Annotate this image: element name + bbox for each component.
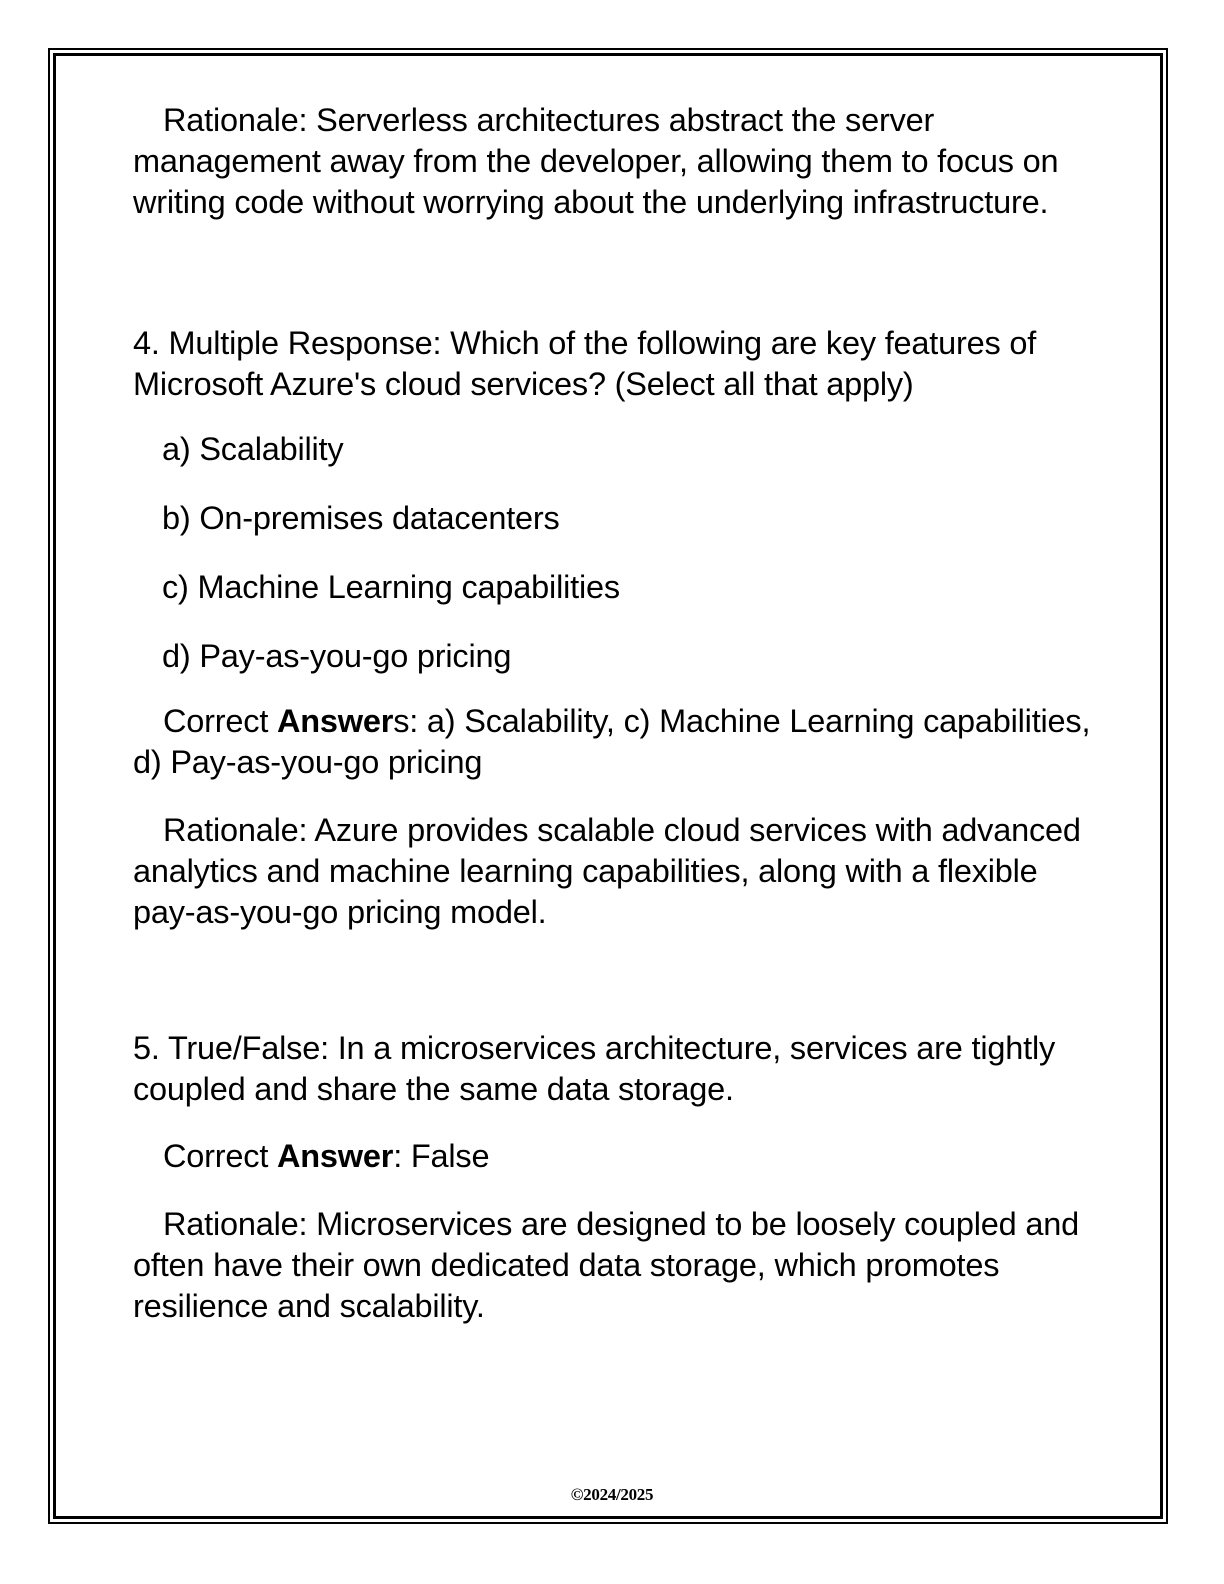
document-body bbox=[133, 96, 1093, 1327]
question-5 bbox=[133, 1028, 1093, 1327]
q4-rationale: Rationale: Azure provides scalable cloud services with advanced analytics and machine learning capabilities, along with a flexible pay-as-you-go pricing model. bbox=[133, 812, 1081, 930]
q4-option-b: b) On-premises datacenters bbox=[162, 500, 560, 536]
answer-label-bold: Answer bbox=[276, 1138, 394, 1174]
q3-rationale: Rationale: Serverless architectures abstract the server management away from the developer, allowing them to focus on writing code without worrying about the underlying infrastructure. bbox=[133, 102, 1059, 220]
answer-value: : False bbox=[393, 1138, 490, 1174]
q4-question-text: 4. Multiple Response: Which of the following are key features of Microsoft Azure's cloud services? (Select all that apply) bbox=[133, 325, 1037, 402]
q4-option-c: c) Machine Learning capabilities bbox=[162, 569, 620, 605]
copyright-footer: ©2024/2025 bbox=[570, 1485, 654, 1504]
q4-correct-answer bbox=[133, 701, 1093, 783]
q5-rationale: Rationale: Microservices are designed to be loosely coupled and often have their own dedicated data storage, which promotes resilience and scalability. bbox=[133, 1206, 1079, 1324]
answer-label-bold: Answer bbox=[276, 703, 394, 739]
q5-correct-answer bbox=[133, 1136, 1093, 1177]
spacer bbox=[133, 933, 1093, 1028]
q4-option-a: a) Scalability bbox=[162, 431, 344, 467]
question-4 bbox=[133, 323, 1093, 933]
answer-value: s: a) Scalability, c) Machine Learning capabilities, d) Pay-as-you-go pricing bbox=[133, 703, 1091, 780]
answer-prefix: Correct bbox=[163, 1138, 277, 1174]
answer-prefix: Correct bbox=[163, 703, 277, 739]
q5-question-text: 5. True/False: In a microservices architecture, services are tightly coupled and share the same data storage. bbox=[133, 1030, 1056, 1107]
q4-option-d: d) Pay-as-you-go pricing bbox=[162, 638, 512, 674]
spacer bbox=[133, 223, 1093, 323]
